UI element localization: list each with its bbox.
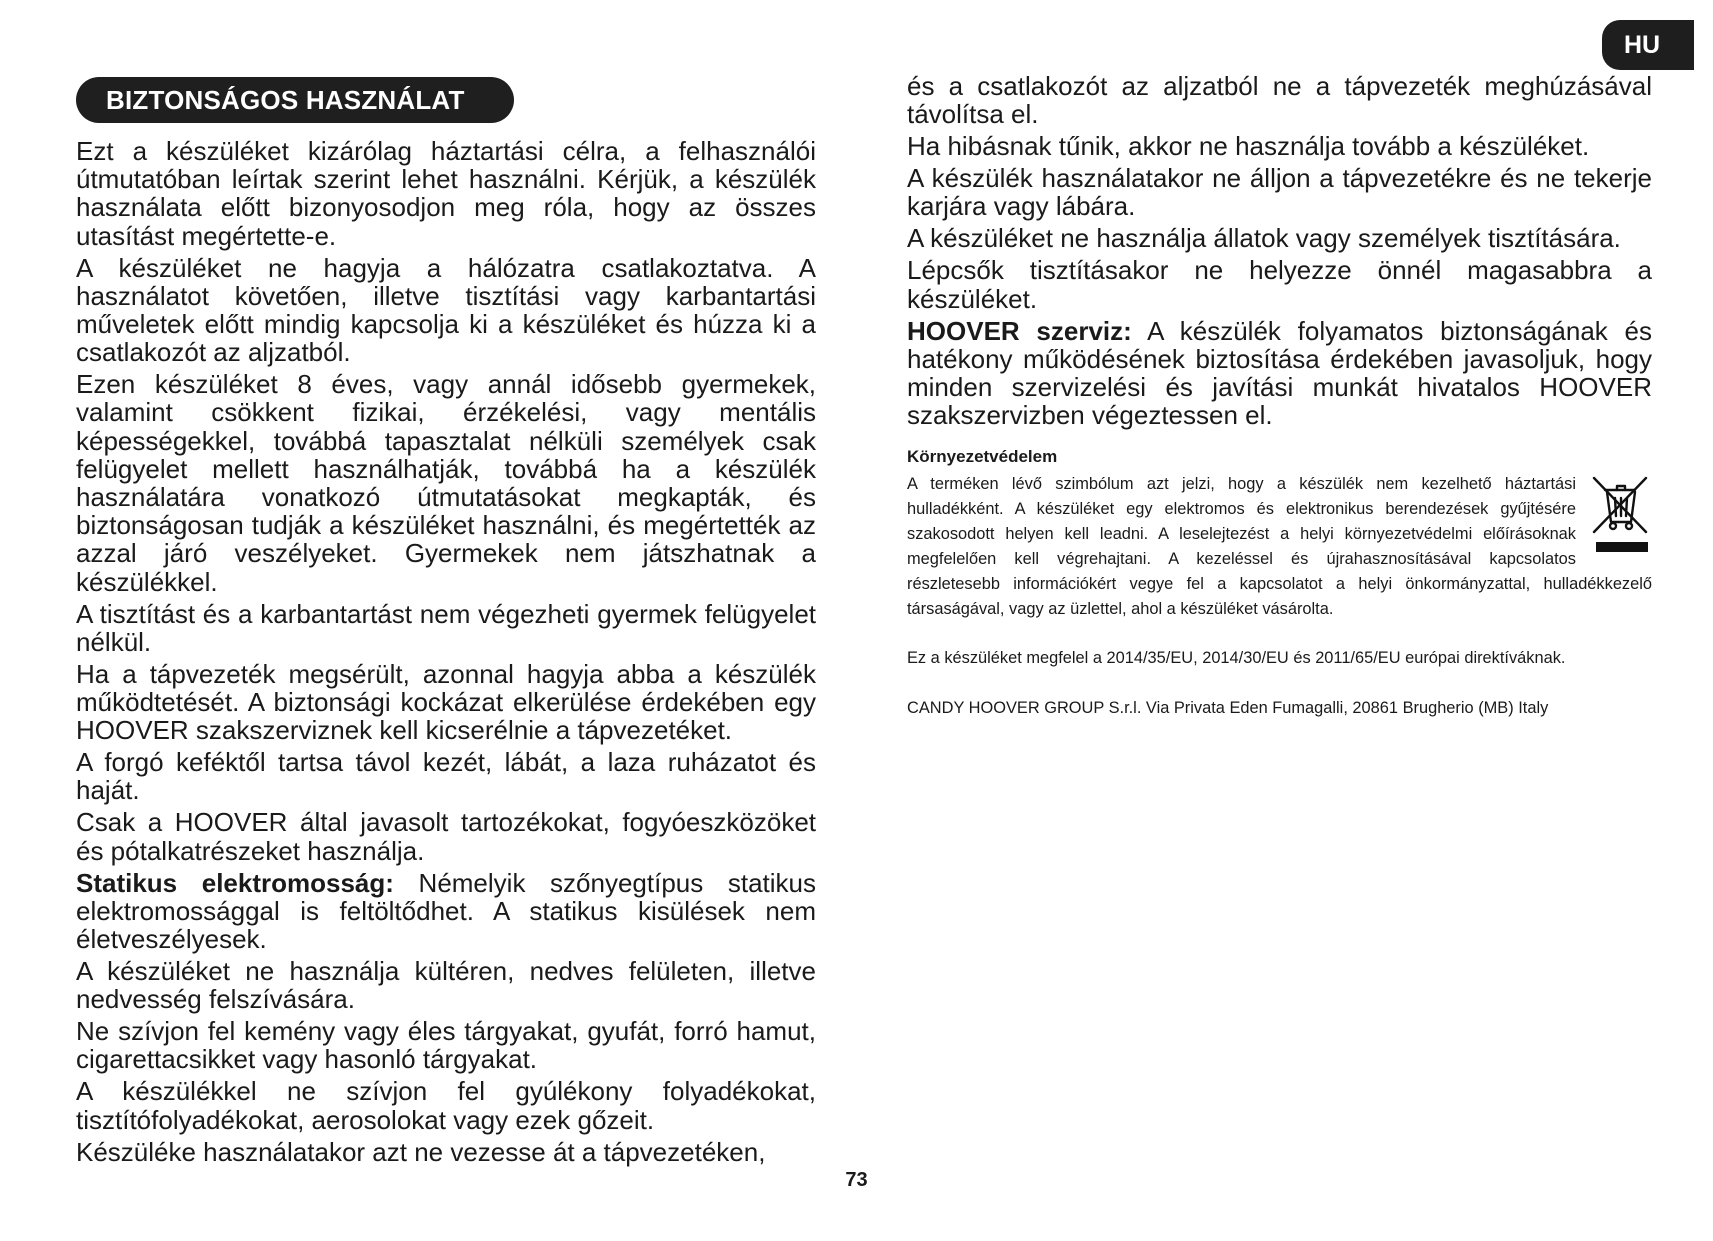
environment-text: A terméken lévő szimbólum azt jelzi, hogy a készülék nem kezelhető háztartási hulladékként. A készüléket egy elektromos és elektronikus berendezések gyűjtésére szakosodott helyen kell leadni. A leselejtezést a helyi környezetvédelmi előírásoknak megfelelően kell végrehajtani. A kezeléssel és újrahasznosításával kapcsolatos részletesebb információkért vegye fel a kapcsolatot a helyi önkormányzattal, hulladékkezelő társaságával, vagy az üzlettel, ahol a készüléket vásárolta. [907, 475, 1652, 619]
environment-block [907, 472, 1652, 622]
paragraph-standing-on-cord: A készülék használatakor ne álljon a tápvezetékre és ne tekerje karjára vagy lábára. [907, 163, 1652, 222]
paragraph-cord-crossing: Készüléke használatakor azt ne vezesse át a tápvezetéken, [76, 1136, 766, 1167]
paragraph-plug-removal: és a csatlakozót az aljzatból ne a tápvezeték meghúzásával távolítsa el. [907, 71, 1652, 130]
manufacturer-address: CANDY HOOVER GROUP S.r.l. Via Privata Eden Fumagalli, 20861 Brugherio (MB) Italy [907, 699, 1549, 718]
paragraph-children-supervision: Ezen készüléket 8 éves, vagy annál idősebb gyermekek, valamint csökkent fizikai, érzékelési, vagy mentális képességekkel, továbbá tapasztalat nélküli személyek csak felügyelet mellett használhatják, továbbá ha a készülék használatára vonatkozó útmutatásokat megkapták, és biztonságosan tudják a készüléket használni, és megértették az azzal járó veszélyeket. Gyermekek nem játszhatnak a készülékkel. [76, 369, 816, 597]
right-column [907, 72, 1652, 723]
paragraph-faulty-device: Ha hibásnak tűnik, akkor ne használja tovább a készüléket. [907, 131, 1590, 162]
crossed-out-wheelie-bin-icon [1588, 470, 1652, 570]
page-number: 73 [845, 1169, 868, 1191]
paragraph-hoover-service [907, 317, 1652, 430]
paragraph-outdoor-use: A készüléket ne használja kültéren, nedves felületen, illetve nedvesség felszívására. [76, 956, 816, 1015]
language-tab: HU [1602, 20, 1694, 70]
static-electricity-heading: Statikus elektromosság: [76, 867, 394, 898]
environment-heading: Környezetvédelem [907, 447, 1058, 467]
paragraph-damaged-cord: Ha a tápvezeték megsérült, azonnal hagyja abba a készülék működtetését. A biztonsági kockázat elkerülése érdekében egy HOOVER szakszerviznek kell kicserélnie a tápvezetéket. [76, 658, 816, 746]
hoover-service-heading: HOOVER szerviz: [907, 315, 1132, 346]
paragraph-rotating-brush: A forgó keféktől tartsa távol kezét, lábát, a laza ruházatot és haját. [76, 747, 816, 806]
paragraph-static-electricity [76, 869, 816, 954]
left-column [76, 137, 816, 1170]
paragraph-flammable-liquids: A készülékkel ne szívjon fel gyúlékony folyadékokat, tisztítófolyadékokat, aerosolokat vagy ezek gőzeit. [76, 1076, 816, 1135]
paragraph-unplug: A készüléket ne hagyja a hálózatra csatlakoztatva. A használatot követően, illetve tisztítási vagy karbantartási műveletek előtt mindig kapcsolja ki a készüléket és húzza ki a csatlakozót az aljzatból. [76, 252, 816, 368]
paragraph-hard-objects: Ne szívjon fel kemény vagy éles tárgyakat, gyufát, forró hamut, cigarettacsikket vagy hasonló tárgyakat. [76, 1016, 816, 1075]
directive-statement: Ez a készüléket megfelel a 2014/35/EU, 2014/30/EU és 2011/65/EU európai direktíváknak. [907, 649, 1566, 668]
section-title: BIZTONSÁGOS HASZNÁLAT [76, 77, 514, 123]
paragraph-household-use: Ezt a készüléket kizárólag háztartási célra, a felhasználói útmutatóban leírtak szerint lehet használni. Kérjük, a készülék használata előtt bizonyosodjon meg róla, hogy az összes utasítást megértette-e. [76, 136, 816, 251]
paragraph-stairs: Lépcsők tisztításakor ne helyezze önnél magasabbra a készüléket. [907, 255, 1652, 314]
static-electricity-text: Némelyik szőnyegtípus statikus elektromossággal is feltöltődhet. A statikus kisülések nem életveszélyesek. [76, 867, 816, 955]
paragraph-accessories: Csak a HOOVER által javasolt tartozékokat, fogyóeszközöket és pótalkatrészeket használja. [76, 807, 816, 866]
paragraph-animals-persons: A készüléket ne használja állatok vagy személyek tisztítására. [907, 223, 1621, 254]
paragraph-cleaning-children: A tisztítást és a karbantartást nem végezheti gyermek felügyelet nélkül. [76, 598, 816, 657]
hoover-service-text: A készülék folyamatos biztonságának és hatékony működésének biztosítása érdekében javasoljuk, hogy minden szervizelési és javítási munkát hivatalos HOOVER szakszervizben végeztessen el. [907, 315, 1652, 431]
